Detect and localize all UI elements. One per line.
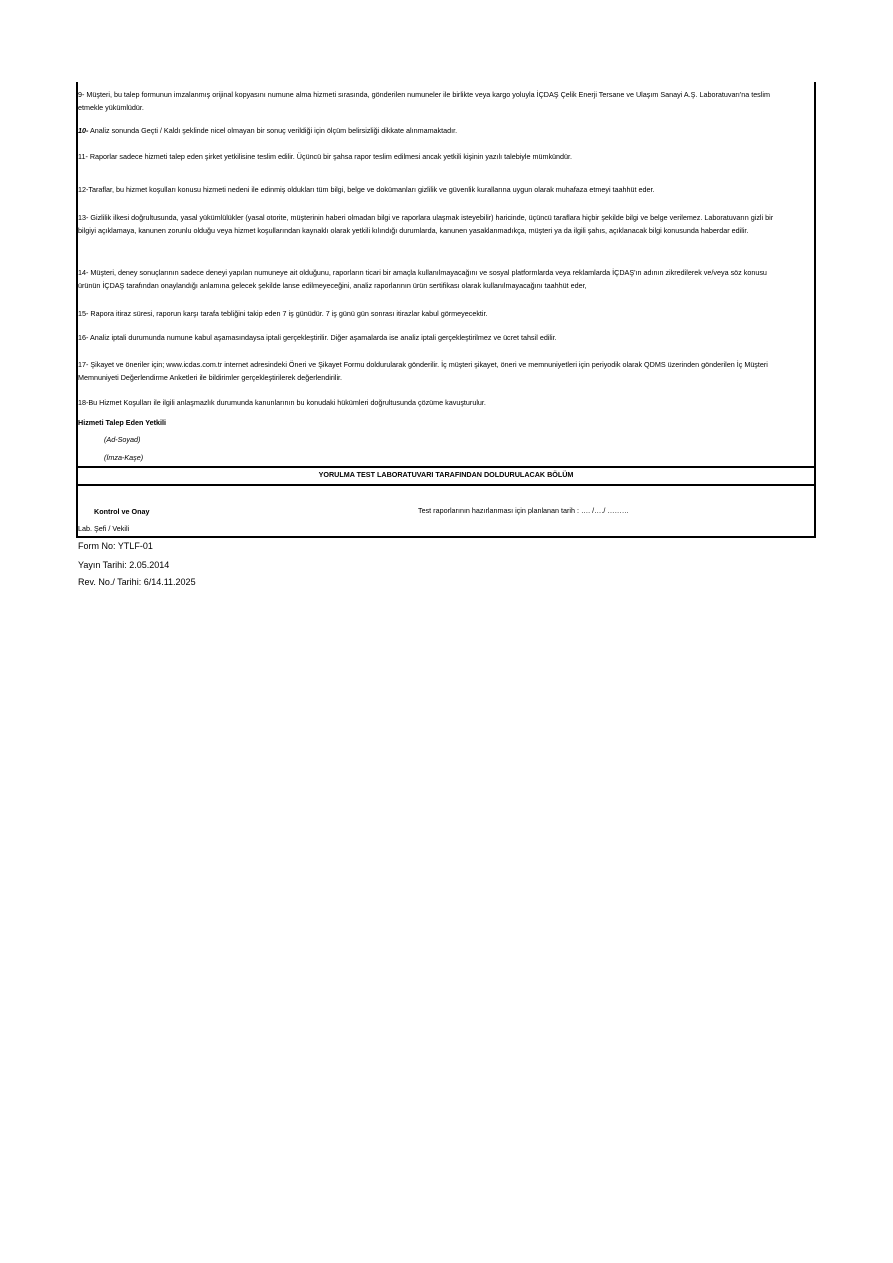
clause-13: 13- Gizlilik ilkesi doğrultusunda, yasal yükümlülükler (yasal otorite, müşterinin haberi olmadan bilgi ve raporlara ulaşmak isteyebilir) haricinde, üçüncü taraflara hiçbir şekilde bilgi ve belge verilemez. Laboratuvarın gizli bir bilgiyi açıklamaya, kanunen zorunlu olduğu veya hizmet koşullarından kaynaklı olarak yetkili kılındığı durumlarda, kanunen yasaklanmadıkça, müşteri ya da ilgili şahıs, açıklanacak bilgi konusunda haberdar edilir. [78, 213, 774, 235]
clause-10-number: 10- [78, 126, 89, 135]
clause-16: 16- Analiz iptali durumunda numune kabul aşamasındaysa iptali gerçekleştirilir. Diğer aşamalarda ise analiz iptali gerçekleştirilmez ve ücret tahsil edilir. [78, 333, 557, 342]
control-approval-label: Kontrol ve Onay [94, 507, 150, 516]
planned-date-field: Test raporlarının hazırlanması için planlanan tarih : …. /…./ ……… [418, 506, 629, 515]
signature-name-hint: (Ad-Soyad) [104, 435, 141, 444]
divider-bottom [76, 484, 816, 486]
clause-11: 11- Raporlar sadece hizmeti talep eden şirket yetkilisine teslim edilir. Üçüncü bir şahsa rapor teslim edilmesi ancak yetkili kişinin yazılı talebiyle mümkündür. [78, 152, 573, 161]
clause-10 [78, 125, 790, 138]
clause-17: 17- Şikayet ve öneriler için; www.icdas.com.tr internet adresindeki Öneri ve Şikayet Formu doldurularak gönderilir. İç müşteri şikayet, öneri ve memnuniyetleri için periyodik olarak QDMS üzerinden gönderilen İç Müşteri Memnuniyeti Değerlendirme Anketleri ile bildirimler gerçekleştirilerek değerlendirilir. [78, 360, 768, 382]
clause-15: 15- Rapora itiraz süresi, raporun karşı tarafa tebliğini takip eden 7 iş günüdür. 7 iş günü gün sonrası itirazlar kabul görmeyecektir. [78, 309, 488, 318]
clause-18: 18-Bu Hizmet Koşulları ile ilgili anlaşmazlık durumunda kanunlarının bu konudaki hükümleri doğrultusunda çözüme kavuşturulur. [78, 398, 486, 407]
signature-sign-hint: (İmza-Kaşe) [104, 453, 144, 462]
clause-12: 12-Taraflar, bu hizmet koşulları konusu hizmeti nedeni ile edinmiş oldukları tüm bilgi, belge ve dokümanları gizlilik ve güvenlik kurallarına uygun olarak muhafaza etmeyi taahhüt eder. [78, 185, 655, 194]
lab-chief-label: Lab. Şefi / Vekili [78, 524, 130, 533]
lab-section-title: YORULMA TEST LABORATUVARI TARAFINDAN DOLDURULACAK BÖLÜM [318, 470, 574, 479]
clause-10-text: Analiz sonunda Geçti / Kaldı şeklinde nicel olmayan bir sonuç verildiği için ölçüm belirsizliği dikkate alınmamaktadır. [88, 126, 458, 135]
divider-top [76, 466, 816, 468]
publish-date: Yayın Tarihi: 2.05.2014 [78, 560, 170, 570]
clause-9: 9- Müşteri, bu talep formunun imzalanmış orijinal kopyasını numune alma hizmeti sırasında, gönderilen numuneler ile birlikte veya kargo yoluyla İÇDAŞ Çelik Enerji Tersane ve Ulaşım Sanayi A.Ş. Laboratuvarı'na teslim etmekle yükümlüdür. [78, 90, 770, 112]
revision-info: Rev. No./ Tarihi: 6/14.11.2025 [78, 577, 196, 587]
clause-14: 14- Müşteri, deney sonuçlarının sadece deneyi yapılan numuneye ait olduğunu, raporların ticari bir amaçla kullanılmayacağını ve sosyal platformlarda veya reklamlarda İÇDAŞ'ın adının zikredilerek ve/veya söz konusu ürünün İÇDAŞ tarafından onaylandığı anlamına gelecek şekilde lanse edilmeyeceğini, analiz raporlarının ürün sertifikası olarak kullanılmayacağını taahhüt eder, [78, 268, 767, 290]
signature-title: Hizmeti Talep Eden Yetkili [78, 418, 167, 427]
form-number: Form No: YTLF-01 [78, 541, 153, 551]
